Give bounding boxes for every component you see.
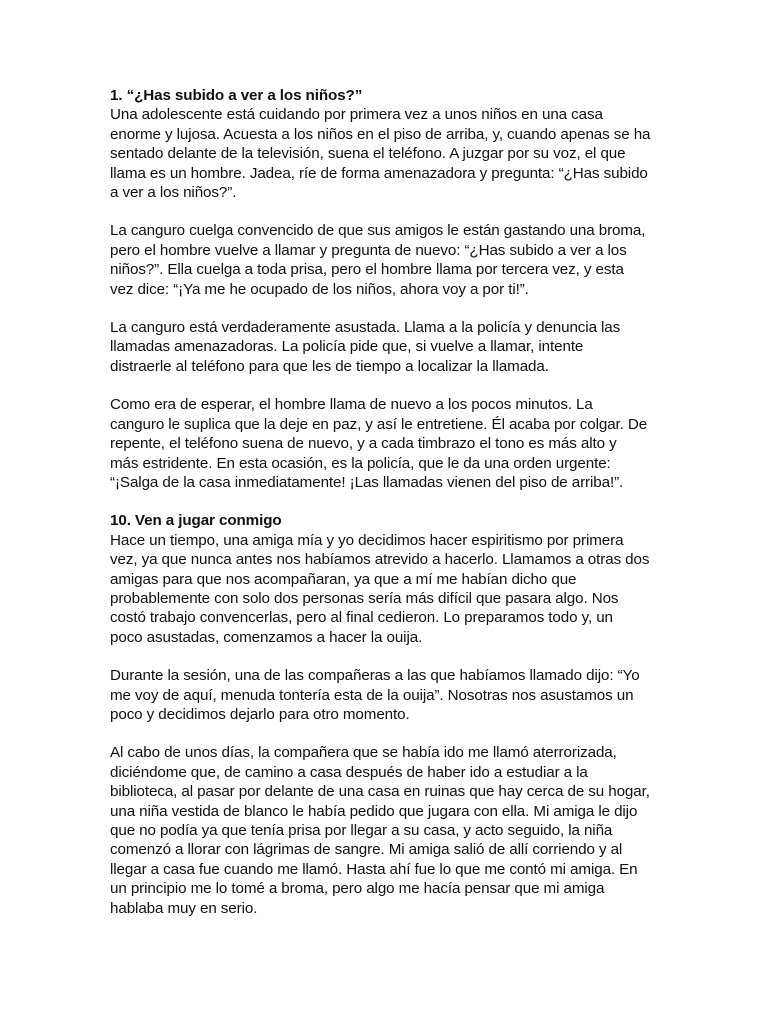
text-line: una niña vestida de blanco le había pedido que jugara con ella. Mi amiga le dijo bbox=[110, 802, 638, 820]
text-line: sentado delante de la televisión, suena el teléfono. A juzgar por su voz, el que bbox=[110, 145, 626, 163]
text-line: enorme y lujosa. Acuesta a los niños en el piso de arriba, y, cuando apenas se ha bbox=[110, 125, 651, 143]
text-line: llama es un hombre. Jadea, ríe de forma amenazadora y pregunta: “¿Has subido bbox=[110, 164, 648, 182]
text-line: que no podía ya que tenía prisa por llegar a su casa, y acto seguido, la niña bbox=[110, 822, 613, 839]
text-line: Al cabo de unos días, la compañera que se había ido me llamó aterrorizada, bbox=[110, 744, 617, 762]
text-line: Durante la sesión, una de las compañeras a las que habíamos llamado dijo: “Yo bbox=[110, 667, 640, 685]
text-line: poco asustadas, comenzamos a hacer la ouija. bbox=[110, 628, 423, 646]
paragraph bbox=[110, 666, 670, 724]
text-line: diciéndome que, de camino a casa después de haber ido a estudiar a la bbox=[110, 763, 588, 781]
text-line: Una adolescente está cuidando por primera vez a unos niños en una casa bbox=[110, 106, 603, 124]
text-line: probablemente con solo dos personas sería más difícil que pasara algo. Nos bbox=[110, 589, 619, 607]
text-line: costó trabajo convencerlas, pero al final cedieron. Lo preparamos todo y, un bbox=[110, 609, 613, 627]
paragraph bbox=[110, 531, 670, 647]
text-line: distraerle al teléfono para que les de tiempo a localizar la llamada. bbox=[110, 357, 549, 375]
text-line: me voy de aquí, menuda tontería esta de la ouija”. Nosotras nos asustamos un bbox=[110, 686, 634, 704]
paragraph bbox=[110, 221, 670, 299]
text-line: La canguro está verdaderamente asustada. Llama a la policía y denuncia las bbox=[110, 319, 621, 337]
document-body bbox=[110, 86, 670, 937]
text-line: llamadas amenazadoras. La policía pide que, si vuelve a llamar, intente bbox=[110, 338, 584, 356]
text-line: niños?”. Ella cuelga a toda prisa, pero el hombre llama por tercera vez, y esta bbox=[110, 261, 624, 279]
paragraph bbox=[110, 743, 670, 918]
text-line: repente, el teléfono suena de nuevo, y a cada timbrazo el tono es más alto y bbox=[110, 435, 617, 453]
text-line: “¡Salga de la casa inmediatamente! ¡Las llamadas vienen del piso de arriba!”. bbox=[110, 473, 624, 491]
paragraph bbox=[110, 318, 670, 376]
text-line: amigas para que nos acompañaran, ya que a mí me habían dicho que bbox=[110, 570, 577, 588]
text-line: Como era de esperar, el hombre llama de nuevo a los pocos minutos. La bbox=[110, 396, 593, 414]
paragraph bbox=[110, 105, 670, 202]
story-title: 10. Ven a jugar conmigo bbox=[110, 512, 282, 530]
text-line: pero el hombre vuelve a llamar y pregunta de nuevo: “¿Has subido a ver a los bbox=[110, 241, 627, 259]
text-line: vez dice: “¡Ya me he ocupado de los niños, ahora voy a por ti!”. bbox=[110, 280, 529, 298]
text-line: Hace un tiempo, una amiga mía y yo decidimos hacer espiritismo por primera bbox=[110, 531, 624, 549]
story-10 bbox=[110, 511, 670, 918]
text-line: canguro le suplica que la deje en paz, y así le entretiene. Él acaba por colgar. De bbox=[110, 415, 648, 433]
text-line: comenzó a llorar con lágrimas de sangre. Mi amiga salió de allí corriendo y al bbox=[110, 841, 623, 859]
story-title: 1. “¿Has subido a ver a los niños?” bbox=[110, 87, 363, 104]
text-line: biblioteca, al pasar por delante de una casa en ruinas que hay cerca de su hogar, bbox=[110, 783, 650, 801]
text-line: poco y decidimos dejarlo para otro momento. bbox=[110, 705, 410, 723]
text-line: La canguro cuelga convencido de que sus amigos le están gastando una broma, bbox=[110, 222, 646, 240]
story-1 bbox=[110, 86, 670, 492]
text-line: a ver a los niños?”. bbox=[110, 184, 237, 202]
text-line: más estridente. En esta ocasión, es la policía, que le da una orden urgente: bbox=[110, 454, 611, 472]
paragraph bbox=[110, 395, 670, 492]
text-line: llegar a casa fue cuando me llamó. Hasta ahí fue lo que me contó mi amiga. En bbox=[110, 860, 638, 878]
text-line: vez, ya que nunca antes nos habíamos atrevido a hacerlo. Llamamos a otras dos bbox=[110, 551, 650, 569]
text-line: un principio me lo tomé a broma, pero algo me hacía pensar que mi amiga bbox=[110, 880, 605, 898]
text-line: hablaba muy en serio. bbox=[110, 899, 258, 917]
